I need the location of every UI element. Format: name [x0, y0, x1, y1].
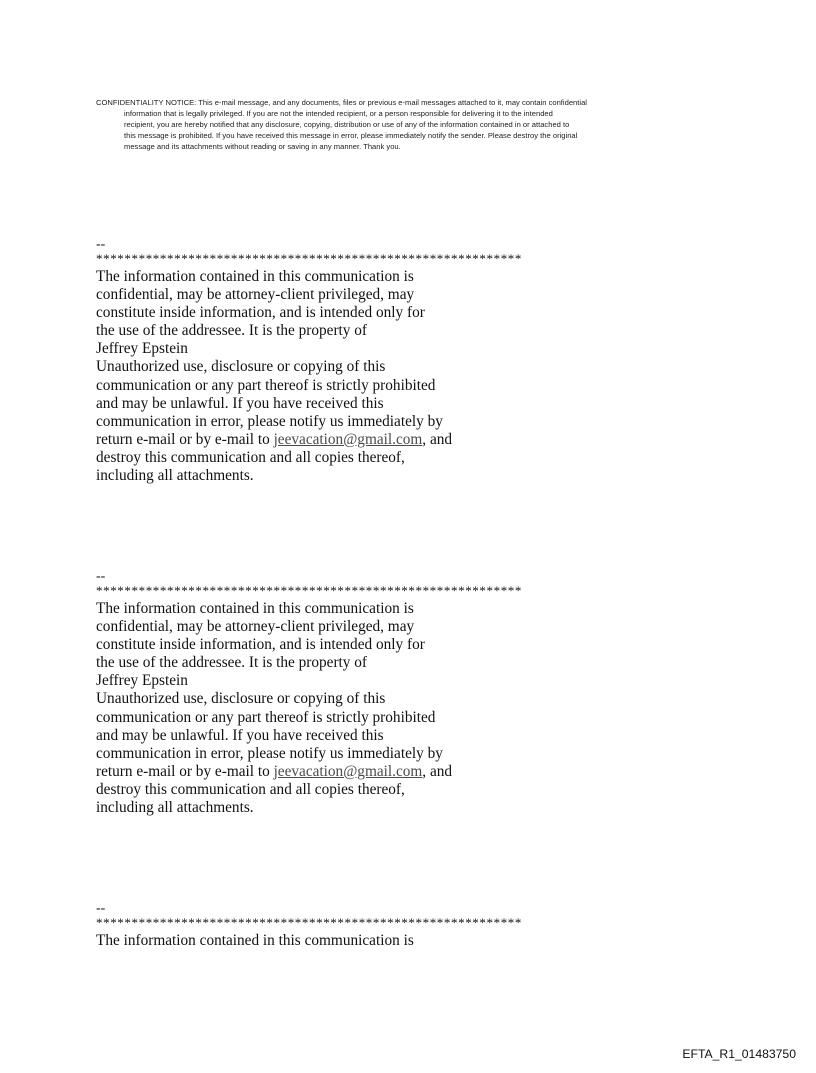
disclaimer-line: The information contained in this communication is	[96, 600, 414, 617]
email-link[interactable]: jeevacation@gmail.com	[273, 430, 423, 448]
disclaimer-line: confidential, may be attorney-client privileged, may	[96, 286, 415, 304]
disclaimer-line: Jeffrey Epstein	[96, 340, 188, 358]
disclaimer-line: The information contained in this communication is	[96, 268, 414, 285]
separator-stars: ************************************************************	[96, 251, 522, 266]
notice-line: recipient, you are hereby notified that any disclosure, copying, distribution or use of any of the information contained in or attached to	[124, 120, 570, 129]
disclaimer-line: communication or any part thereof is strictly prohibited	[96, 376, 436, 394]
separator-dash: --	[96, 569, 106, 584]
disclaimer-line: constitute inside information, and is intended only for	[96, 304, 425, 322]
disclaimer-line-with-email	[96, 763, 616, 781]
disclaimer-line: The information contained in this communication is	[96, 932, 414, 949]
document-id: EFTA_R1_01483750	[682, 1047, 796, 1061]
disclaimer-line: constitute inside information, and is intended only for	[96, 636, 425, 654]
notice-line: this message is prohibited. If you have received this message in error, please immediately notify the sender. Please destroy the original	[124, 131, 578, 140]
disclaimer-line: the use of the addressee. It is the property of	[96, 322, 368, 340]
disclaimer-line: the use of the addressee. It is the property of	[96, 654, 368, 672]
separator-stars: ************************************************************	[96, 583, 522, 598]
disclaimer-line: Unauthorized use, disclosure or copying of this	[96, 358, 386, 376]
signature-block-3	[96, 902, 616, 950]
separator-dash: --	[96, 901, 106, 916]
disclaimer-line: destroy this communication and all copies thereof,	[96, 448, 405, 466]
email-link[interactable]: jeevacation@gmail.com	[273, 762, 423, 780]
separator-stars: ************************************************************	[96, 915, 522, 930]
notice-line: message and its attachments without reading or saving in any manner. Thank you.	[124, 142, 401, 151]
disclaimer-line: and may be unlawful. If you have received this	[96, 726, 384, 744]
notice-line: information that is legally privileged. If you are not the intended recipient, or a person responsible for delivering it to the intended	[124, 109, 553, 118]
disclaimer-line: Jeffrey Epstein	[96, 672, 188, 690]
notice-line: CONFIDENTIALITY NOTICE: This e-mail message, and any documents, files or previous e-mail messages attached to it, may contain confidential	[96, 98, 587, 107]
disclaimer-line-with-email	[96, 431, 616, 449]
disclaimer-line: communication in error, please notify us immediately by	[96, 744, 443, 762]
disclaimer-line: communication in error, please notify us immediately by	[96, 412, 443, 430]
return-prefix: return e-mail or by e-mail to	[96, 762, 274, 780]
disclaimer-line: including all attachments.	[96, 467, 254, 485]
disclaimer-line: communication or any part thereof is strictly prohibited	[96, 708, 436, 726]
disclaimer-line: and may be unlawful. If you have received this	[96, 394, 384, 412]
separator-dash: --	[96, 237, 106, 252]
signature-block-1	[96, 238, 616, 485]
disclaimer-line: Unauthorized use, disclosure or copying of this	[96, 690, 386, 708]
return-suffix: , and	[422, 430, 453, 448]
confidentiality-notice	[96, 97, 708, 152]
return-prefix: return e-mail or by e-mail to	[96, 430, 274, 448]
disclaimer-line: destroy this communication and all copies thereof,	[96, 780, 405, 798]
signature-block-2	[96, 570, 616, 817]
disclaimer-line: confidential, may be attorney-client privileged, may	[96, 618, 415, 636]
return-suffix: , and	[422, 762, 453, 780]
disclaimer-line: including all attachments.	[96, 799, 254, 817]
